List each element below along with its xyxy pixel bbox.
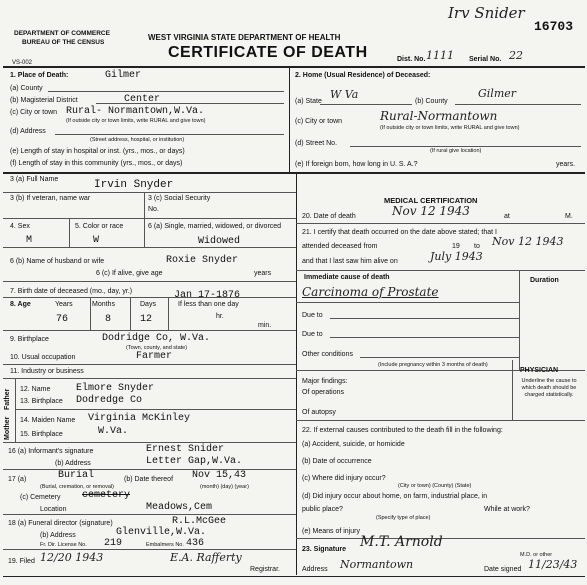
state-label: (a) State: [295, 98, 322, 105]
at-label: at: [504, 213, 510, 220]
birthplace-value: Dodridge Co, W.Va.: [102, 333, 211, 344]
rule: [3, 378, 296, 379]
rule: [3, 364, 296, 365]
home-county-value: Gilmer: [478, 87, 517, 100]
mother-bp-label: 15. Birthplace: [20, 431, 63, 438]
pregnancy-note: (Include pregnancy within 3 months of death): [378, 362, 488, 368]
death-date-value: Nov 12 1943: [392, 204, 470, 218]
cert-line2: attended deceased from: [302, 243, 378, 250]
registrar-label: Registrar.: [250, 566, 280, 573]
spouse-value: Roxie Snyder: [166, 255, 239, 266]
registrar-signature: E.A. Rafferty: [170, 551, 242, 564]
spouse-age-unit: years: [254, 270, 272, 277]
mother-name-value: Virginia McKinley: [88, 413, 191, 424]
state-value: W Va: [330, 88, 359, 101]
occupation-value: Farmer: [136, 351, 173, 362]
rule: [3, 514, 296, 515]
location-label: Location: [40, 506, 67, 513]
page-title: CERTIFICATE OF DEATH: [168, 44, 368, 61]
burial-date-value: Nov 15,43: [192, 470, 247, 481]
license-label: Fr. Dir. License No.: [40, 542, 87, 548]
rule: [144, 192, 145, 218]
hr-label: hr.: [216, 313, 224, 320]
physician-sig-value: M.T. Arnold: [360, 534, 443, 550]
years-header: Years: [55, 301, 73, 308]
burial-value: Burial: [58, 470, 95, 481]
rule: [289, 66, 290, 174]
home-city-label: (c) City or town: [295, 118, 343, 125]
dept-label: DEPARTMENT OF COMMERCE: [14, 30, 110, 37]
physician-address-value: Normantown: [340, 558, 414, 571]
date-signed-label: Date signed: [484, 566, 522, 573]
burial-label: 17 (a): [8, 476, 27, 483]
rule: [144, 218, 145, 247]
dist-value: 1111: [426, 49, 454, 62]
home-heading: 2. Home (Usual Residence) of Deceased:: [295, 72, 431, 79]
director-value: R.L.McGee: [172, 516, 227, 527]
rule: [296, 173, 297, 575]
due-to-1: Due to: [302, 312, 323, 319]
father-name-label: 12. Name: [20, 386, 51, 393]
top-handwriting: Irv Snider: [448, 4, 525, 22]
city-value: Rural- Normantown,W.Va.: [66, 106, 205, 117]
months-header: Months: [92, 301, 115, 308]
rule: [3, 192, 296, 193]
rule: [48, 91, 284, 92]
ss-label: 3 (c) Social Security: [148, 195, 211, 202]
city-note: (If outside city or town limits, write RURAL and give town): [66, 118, 206, 124]
spouse-label: 6 (b) Name of husband or wife: [10, 258, 105, 265]
rule: [3, 281, 296, 282]
cemetery-label: (c) Cemetery: [20, 494, 61, 501]
cert-line3: and that I last saw him alive on: [302, 258, 398, 265]
rule: [296, 420, 585, 421]
director-addr-value: Glenville,W.Va.: [116, 527, 207, 538]
rule: [3, 66, 585, 68]
rule: [55, 134, 284, 135]
place-death-heading: 1. Place of Death:: [10, 72, 69, 79]
director-label: 18 (a) Funeral director (signature): [8, 520, 113, 527]
rule: [96, 103, 284, 104]
due-to-2: Due to: [302, 331, 323, 338]
address-label: (d) Address: [10, 128, 46, 135]
rule: [15, 409, 296, 410]
dist-label: Dist. No.: [397, 56, 426, 63]
injury-label: (d) Did injury occur about home, on farm, industrial place, in: [302, 493, 488, 500]
rule: [130, 297, 131, 330]
where-label: (c) Where did injury occur?: [302, 475, 386, 482]
mother-tab: Mother: [4, 416, 11, 440]
rule: [3, 218, 296, 219]
rule: [330, 318, 519, 319]
major-findings-label: Major findings:: [302, 378, 348, 385]
embalmer-label: Embalmers No.: [146, 542, 184, 548]
filed-label: 19. Filed: [8, 558, 35, 565]
rule: [455, 104, 581, 105]
cert-19: 19: [452, 243, 460, 250]
father-bp-value: Dodredge Co: [76, 395, 143, 406]
operations-label: Of operations: [302, 389, 345, 396]
md-label: M.D. or other: [520, 552, 553, 558]
years-label: years.: [556, 161, 576, 168]
rule: [512, 360, 513, 420]
mother-name-label: 14. Maiden Name: [20, 417, 76, 424]
age-months-value: 8: [105, 314, 112, 325]
county-label: (a) County: [10, 85, 43, 92]
father-bp-label: 13. Birthplace: [20, 398, 63, 405]
physician-sig-label: 23. Signature: [302, 546, 346, 553]
m-label: M.: [565, 213, 573, 220]
street-note: (If rural give location): [430, 148, 482, 154]
rule: [3, 576, 585, 577]
under-day-label: If less than one day: [178, 301, 239, 308]
cert-line1: 21. I certify that death occurred on the date above stated; that I: [302, 229, 497, 236]
marital-value: Widowed: [198, 236, 241, 247]
rule: [90, 297, 91, 330]
rule: [3, 330, 296, 331]
license-value: 219: [104, 538, 123, 549]
rule: [3, 247, 296, 248]
rule: [3, 297, 296, 298]
state-dept-label: WEST VIRGINIA STATE DEPARTMENT OF HEALTH: [148, 33, 341, 42]
accident-label: (a) Accident, suicide, or homicide: [302, 441, 405, 448]
informant-sig-label: 16 (a) Informant's signature: [8, 448, 94, 455]
physician-heading: PHYSICIAN: [520, 367, 559, 374]
serial-value: 22: [509, 49, 523, 62]
city-label: (c) City or town: [10, 109, 58, 116]
embalmer-value: 436: [186, 538, 205, 549]
burial-date-label: (b) Date thereof: [124, 476, 174, 483]
filed-value: 12/20 1943: [40, 551, 104, 564]
days-header: Days: [140, 301, 156, 308]
informant-sig-value: Ernest Snider: [146, 444, 225, 455]
date-signed-value: 11/23/43: [528, 558, 578, 571]
cert-to: to: [474, 243, 480, 250]
rule: [3, 549, 296, 550]
rule: [3, 469, 296, 470]
where-note: (City or town) (County) (State): [398, 483, 472, 489]
stay-comm-label: (f) Length of stay in this community (yrs., mos., or days): [10, 160, 183, 167]
means-label: (e) Means of injury: [302, 528, 360, 535]
color-label: 5. Color or race: [75, 223, 124, 230]
rule: [350, 146, 581, 147]
burial-date-note: (month) (day) (year): [200, 484, 249, 490]
marital-label: 6 (a) Single, married, widowed, or divorced: [148, 223, 282, 230]
address-note: (Street address, hospital, or institution): [90, 137, 185, 143]
street-label: (d) Street No.: [295, 140, 338, 147]
cert-alive-value: July 1943: [430, 250, 483, 263]
birth-label: 7. Birth date of deceased (mo., day, yr.): [10, 288, 133, 295]
home-city-value: Rural-Normantown: [380, 109, 498, 123]
rule: [69, 218, 70, 247]
death-date-label: 20. Date of death: [302, 213, 356, 220]
ss-no-label: No.: [148, 206, 159, 213]
rule: [360, 357, 519, 358]
informant-addr-value: Letter Gap,W.Va.: [146, 456, 243, 467]
medical-heading: MEDICAL CERTIFICATION: [384, 196, 478, 205]
duration-label: Duration: [530, 277, 559, 284]
stay-hosp-label: (e) Length of stay in hospital or inst. (yrs., mos., or days): [10, 148, 185, 155]
rule: [296, 270, 585, 271]
physician-address-label: Address: [302, 566, 328, 573]
father-tab: Father: [4, 388, 11, 410]
sex-label: 4. Sex: [10, 223, 30, 230]
father-name-value: Elmore Snyder: [76, 383, 155, 394]
veteran-label: 3 (b) If veteran, name war: [10, 195, 91, 202]
age-label: 8. Age: [10, 301, 31, 308]
immediate-value: Carcinoma of Prostate: [302, 285, 439, 299]
rule: [519, 270, 520, 370]
home-city-note: (If outside city or town limits, write RURAL and give town): [380, 125, 520, 131]
location-value: Meadows,Cem: [146, 502, 213, 513]
rule: [296, 302, 519, 303]
bureau-label: BUREAU OF THE CENSUS: [22, 39, 105, 46]
cemetery-value: cemetery: [82, 490, 131, 501]
birth-value: Jan 17-1876: [174, 290, 241, 301]
burial-note: (Burial, cremation, or removal): [40, 484, 114, 490]
age-days-value: 12: [140, 314, 153, 325]
birthplace-label: 9. Birthplace: [10, 336, 49, 343]
cert-to-value: Nov 12 1943: [492, 235, 564, 248]
foreign-label: (e) If foreign born, how long in U. S. A.?: [295, 161, 418, 168]
rule: [3, 442, 296, 443]
stamp-number: 16703: [534, 19, 574, 34]
rule: [15, 378, 16, 442]
county-value: Gilmer: [105, 70, 142, 81]
mother-bp-value: W.Va.: [98, 426, 129, 437]
district-label: (b) Magisterial District: [10, 97, 78, 104]
external-label: 22. If external causes contributed to the death fill in the following:: [302, 427, 503, 434]
director-addr-label: (b) Address: [40, 532, 76, 539]
specify-note: (Specify type of place): [376, 515, 431, 521]
name-value: Irvin Snyder: [94, 179, 174, 191]
rule: [296, 223, 585, 224]
district-value: Center: [124, 94, 161, 105]
immediate-label: Immediate cause of death: [304, 274, 390, 281]
rule: [330, 337, 519, 338]
industry-label: 11. Industry or business: [10, 368, 84, 375]
informant-addr-label: (b) Address: [55, 460, 91, 467]
work-label: While at work?: [484, 506, 530, 513]
physician-note: Underline the cause to which death should be charged statistically.: [521, 378, 577, 398]
name-label: 3 (a) Full Name: [10, 176, 59, 183]
rule: [320, 104, 412, 105]
rule: [3, 172, 585, 174]
sex-value: M: [26, 235, 33, 246]
age-years-value: 76: [56, 314, 69, 325]
public-label: public place?: [302, 506, 343, 513]
spouse-age-label: 6 (c) If alive, give age: [96, 270, 163, 277]
min-label: min.: [258, 322, 272, 329]
rule: [168, 297, 169, 330]
other-conditions-label: Other conditions: [302, 351, 353, 358]
serial-label: Serial No.: [469, 56, 502, 63]
birthplace-note: (Town, county, and state): [126, 345, 188, 351]
home-county-label: (b) County: [415, 98, 448, 105]
form-id: VS-002: [12, 60, 33, 66]
color-value: W: [93, 235, 100, 246]
occurrence-label: (b) Date of occurrence: [302, 458, 372, 465]
autopsy-label: Of autopsy: [302, 409, 336, 416]
occupation-label: 10. Usual occupation: [10, 354, 76, 361]
